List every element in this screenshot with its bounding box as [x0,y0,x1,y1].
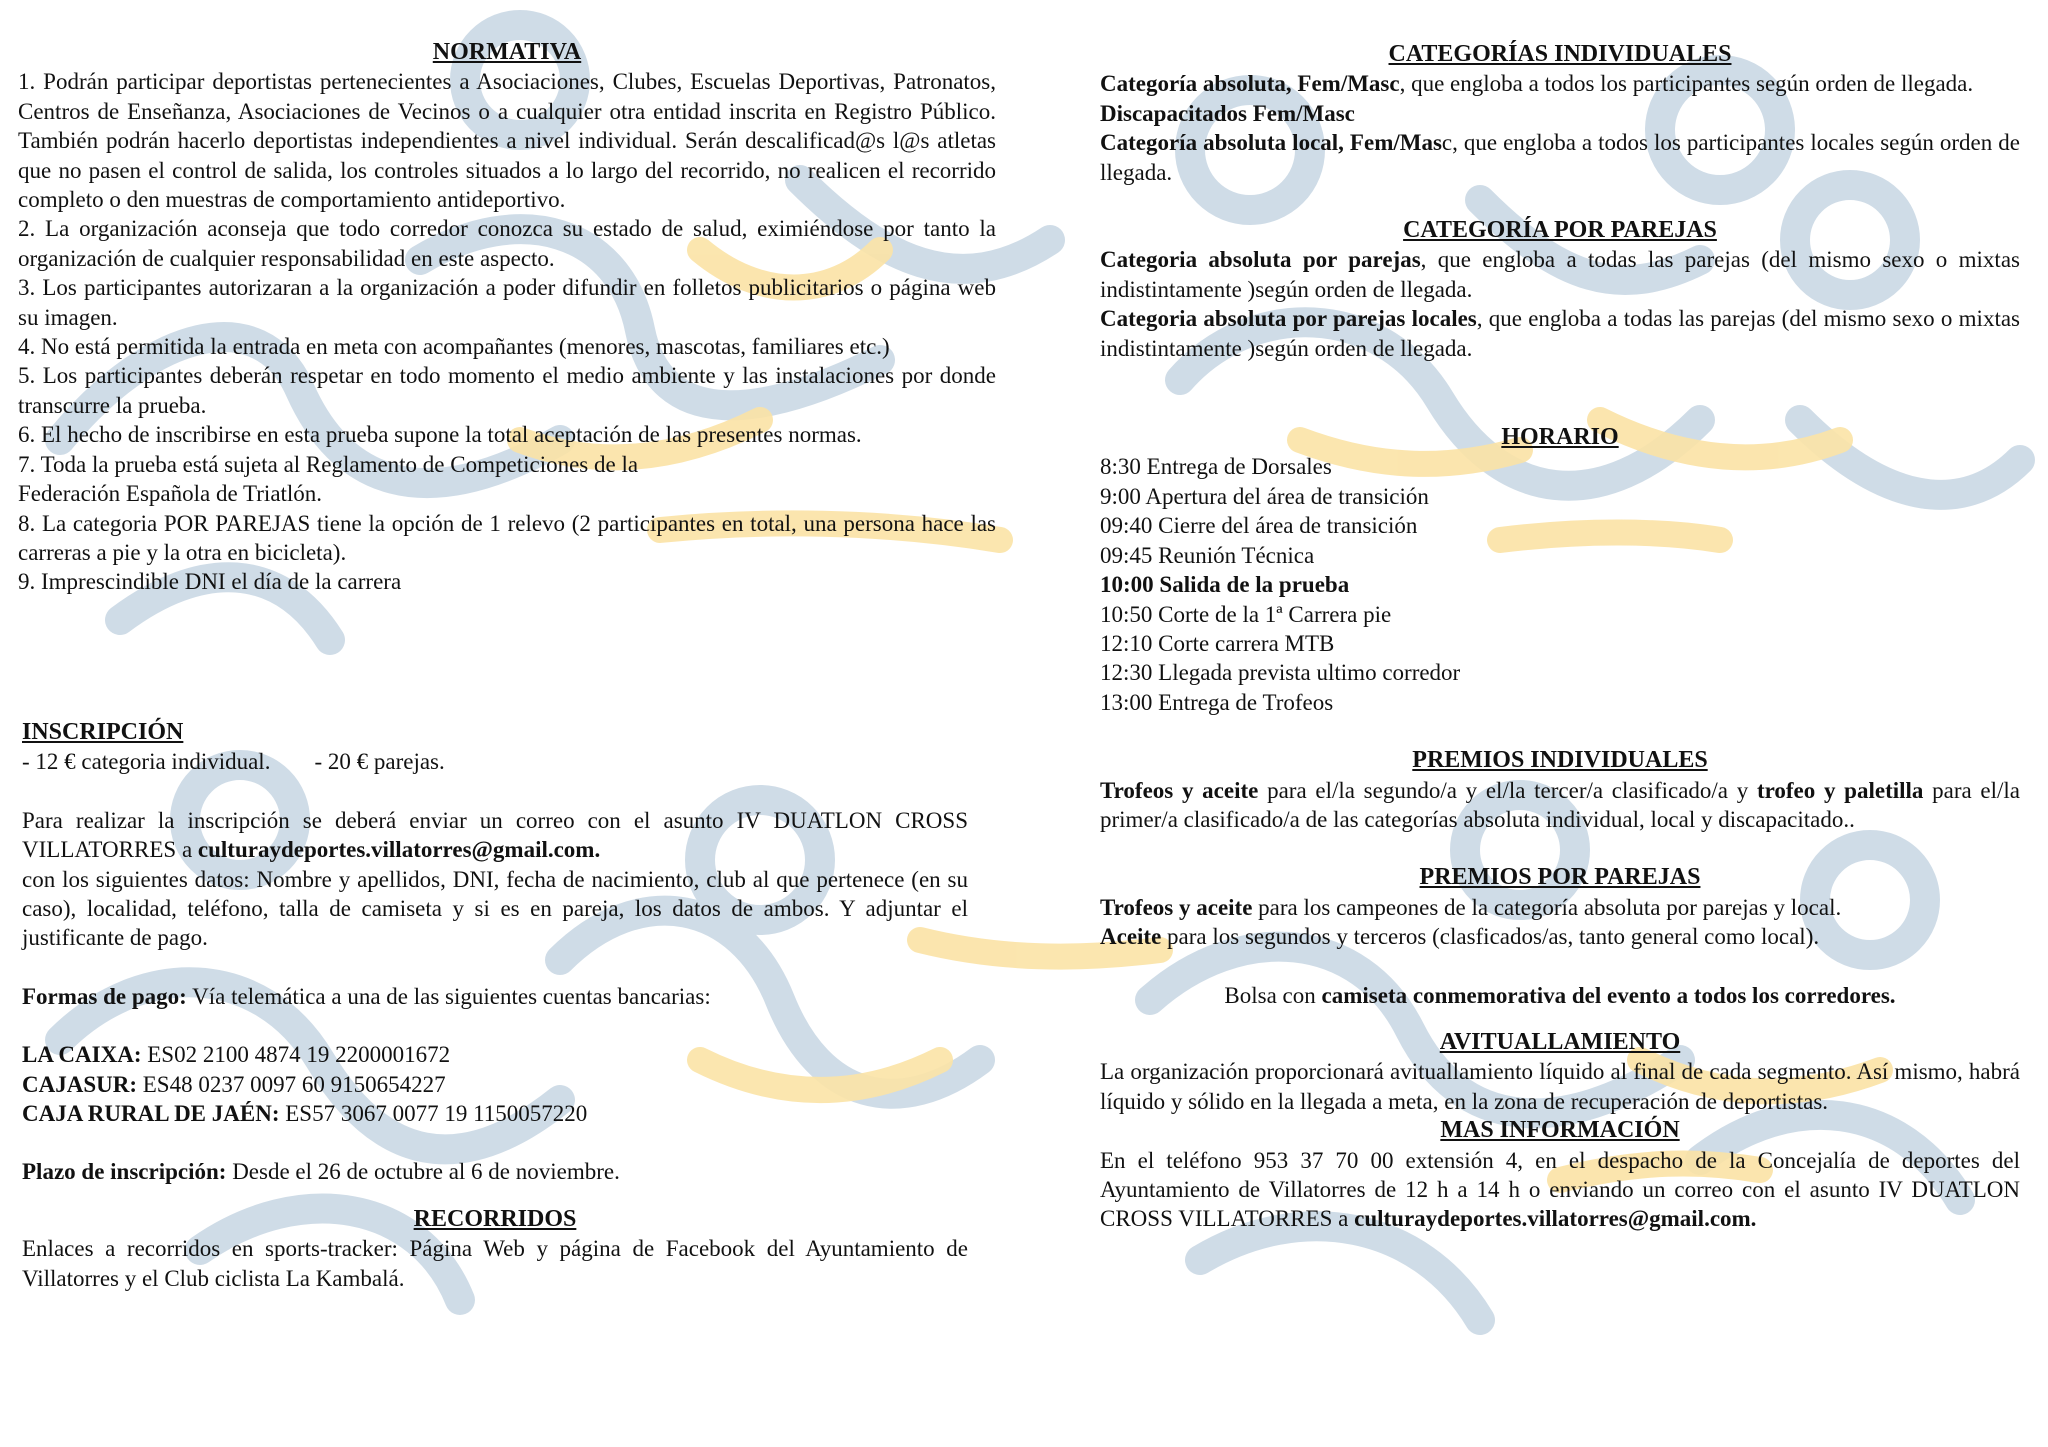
premios-parejas-line-2 [1100,922,2020,951]
normativa-item-6: 6. El hecho de inscribirse en esta prueba supone la total aceptación de las presentes normas. [18,422,862,448]
mas-info-email[interactable]: culturaydeportes.villatorres@gmail.com. [1354,1206,1757,1232]
account-cajarural [22,1099,968,1128]
premios-par-text-2: para los segundos y terceros (clasficados/as, tanto general como local). [1161,924,1820,950]
inscripcion-instructions [22,806,968,865]
watermark-stroke-13 [1200,1226,1480,1320]
normativa-section [18,38,996,597]
categorias-individuales-title: CATEGORÍAS INDIVIDUALES [1388,41,1732,67]
horario-item: 8:30 Entrega de Dorsales [1100,454,1332,480]
price-line [22,747,968,776]
categoria-absoluta-text: , que engloba a todos los participantes según orden de llegada. [1399,71,1974,97]
horario-item: 10:50 Corte de la 1ª Carrera pie [1100,601,1392,627]
inscripcion-email[interactable]: culturaydeportes.villatorres@gmail.com. [197,837,601,863]
account-caixa [22,1040,968,1069]
mas-info-body: En el teléfono 953 37 70 00 extensión 4, en el despacho de la Concejalía de deportes del Ayuntamiento de Villatorres de 12 h a 14 h o enviando un correo con el asunto IV DUATLON CROSS VILLATORRES a [1100,1147,2020,1232]
price-individual: - 12 € categoria individual. [22,749,271,775]
normativa-item-5: 5. Los participantes deberán respetar en todo momento el medio ambiente y las instalaciones por donde transcurre la prueba. [18,363,996,418]
parejas-2-label: Categoria absoluta por parejas locales [1100,306,1477,332]
account-bank: CAJA RURAL DE JAÉN: [22,1101,280,1127]
horario-title: HORARIO [1501,424,1619,451]
categoria-absoluta [1100,69,2020,98]
mas-informacion-title: MAS INFORMACIÓN [1440,1117,1680,1144]
categoria-absoluta-label: Categoría absoluta, Fem/Masc [1100,71,1400,97]
premios-individuales-text [1100,776,2020,835]
price-pairs: - 20 € parejas. [314,749,445,775]
recorridos-title: RECORRIDOS [413,1205,577,1232]
premios-par-text-1: para los campeones de la categoría absoluta por parejas y local. [1252,894,1842,920]
premios-parejas-line-1 [1100,893,2020,922]
deadline-label: Plazo de inscripción: [22,1159,227,1185]
horario-item-highlight [1100,570,2020,599]
normativa-item-8: 8. La categoria POR PAREJAS tiene la opción de 1 relevo (2 participantes en total, una persona hace las carreras a pie y la otra en bicicleta). [18,510,996,565]
bolsa-text: Bolsa con [1224,982,1322,1008]
categoria-parejas-title: CATEGORÍA POR PAREJAS [1403,217,1717,244]
categoria-parejas-1 [1100,245,2020,304]
premios-parejas-title: PREMIOS POR PAREJAS [1419,864,1701,891]
horario-item: 12:10 Corte carrera MTB [1100,630,1335,656]
normativa-item-1: 1. Podrán participar deportistas pertenecientes a Asociaciones, Clubes, Escuelas Deportivas, Patronatos, Centros de Enseñanza, Asociaciones de Vecinos o a cualquier otra entidad inscrita en Registro Público. También podrán hacerlo deportistas independientes a nivel individual. Serán descalificad@s l@s atletas que no pasen el control de salida, los controles situados a lo largo del recorrido, no realicen el recorrido completo o den muestras de comportamiento antideportivo. [18,69,996,213]
right-column [1100,40,2020,1234]
inscripcion-section [22,718,968,1293]
recorridos-text: Enlaces a recorridos en sports-tracker: Página Web y página de Facebook del Ayuntamiento de Villatorres y el Club ciclista La Kambalá. [22,1236,968,1291]
premios-ind-text-2: para el/la primer/a clasificado/a de las categorías absoluta individual, local y discapacitado.. [1100,777,2020,832]
account-bank: LA CAIXA: [22,1042,142,1068]
horario-item: 13:00 Entrega de Trofeos [1100,689,1334,715]
avituallamiento-text: La organización proporcionará avituallamiento líquido al final de cada segmento. Así mismo, habrá líquido y sólido en la llegada a meta, en la zona de recuperación de deportistas. [1100,1059,2020,1114]
normativa-item-3: 3. Los participantes autorizaran a la organización a poder difundir en folletos publicitarios o página web su imagen. [18,275,996,330]
premios-par-bold-2: Aceite [1100,924,1162,950]
avituallamiento-title: AVITUALLAMIENTO [1439,1028,1681,1055]
categoria-local [1100,128,2020,187]
normativa-item-2: 2. La organización aconseja que todo corredor conozca su estado de salud, eximiéndose por tanto la organización de cualquier responsabilidad en este aspecto. [18,216,996,271]
instructions-post: con los siguientes datos: Nombre y apellidos, DNI, fecha de nacimiento, club al que pertenece (en su caso), localidad, teléfono, talla de camiseta y si es en pareja, los datos de ambos. Y adjuntar el justificante de pago. [22,866,968,951]
normativa-item-9: 9. Imprescindible DNI el día de la carrera [18,569,402,595]
categoria-discapacitados-label: Discapacitados Fem/Masc [1100,100,1355,126]
horario-bold-item: 10:00 Salida de la prueba [1100,572,1350,598]
account-iban: ES48 0237 0097 60 9150654227 [137,1071,446,1097]
payment-text: Vía telemática a una de las siguientes cuentas bancarias: [186,983,711,1009]
premios-par-bold-1: Trofeos y aceite [1100,894,1253,920]
payment-label: Formas de pago: [22,983,187,1009]
inscripcion-title: INSCRIPCIÓN [22,719,184,745]
normativa-item-7b: Federación Española de Triatlón. [18,481,323,507]
premios-ind-bold-2: trofeo y paletilla [1756,777,1924,803]
account-iban: ES57 3067 0077 19 1150057220 [279,1101,588,1127]
premios-ind-text-1: para el/la segundo/a y el/la tercer/a clasificado/a y [1258,777,1757,803]
instructions-pre: Para realizar la inscripción se deberá enviar un correo con el asunto IV DUATLON CROSS VILLATORRES a [22,807,968,863]
deadline-line [22,1157,968,1186]
normativa-title: NORMATIVA [432,39,582,65]
categoria-local-label: Categoría absoluta local, Fem/Mas [1100,130,1442,156]
horario-item: 12:30 Llegada prevista ultimo corredor [1100,660,1461,686]
normativa-item-7: 7. Toda la prueba está sujeta al Reglamento de Competiciones de la [18,451,639,477]
mas-informacion-text [1100,1146,2020,1234]
account-bank: CAJASUR: [22,1071,137,1097]
premios-ind-bold-1: Trofeos y aceite [1100,777,1259,803]
bolsa-line [1100,981,2020,1010]
horario-item: 09:40 Cierre del área de transición [1100,513,1418,539]
deadline-text: Desde el 26 de octubre al 6 de noviembre. [226,1159,620,1185]
horario-item: 9:00 Apertura del área de transición [1100,483,1429,509]
normativa-item-4: 4. No está permitida la entrada en meta con acompañantes (menores, mascotas, familiares etc.) [18,334,890,360]
categoria-local-text: c, que engloba a todos los participantes locales según orden de llegada. [1100,130,2020,185]
horario-item: 09:45 Reunión Técnica [1100,542,1315,568]
premios-individuales-title: PREMIOS INDIVIDUALES [1412,747,1708,774]
parejas-1-label: Categoria absoluta por parejas [1100,247,1421,273]
account-iban: ES02 2100 4874 19 2200001672 [141,1042,451,1068]
bolsa-bold: camiseta conmemorativa del evento a todos los corredores. [1321,982,1896,1008]
payment-line [22,982,968,1011]
categoria-parejas-2 [1100,304,2020,363]
parejas-2-text: , que engloba a todas las parejas (del mismo sexo o mixtas indistintamente )según orden de llegada. [1100,306,2020,361]
account-cajasur [22,1070,968,1099]
parejas-1-text: , que engloba a todas las parejas (del mismo sexo o mixtas indistintamente )según orden de llegada. [1100,247,2020,302]
categoria-discapacitados [1100,99,2020,128]
